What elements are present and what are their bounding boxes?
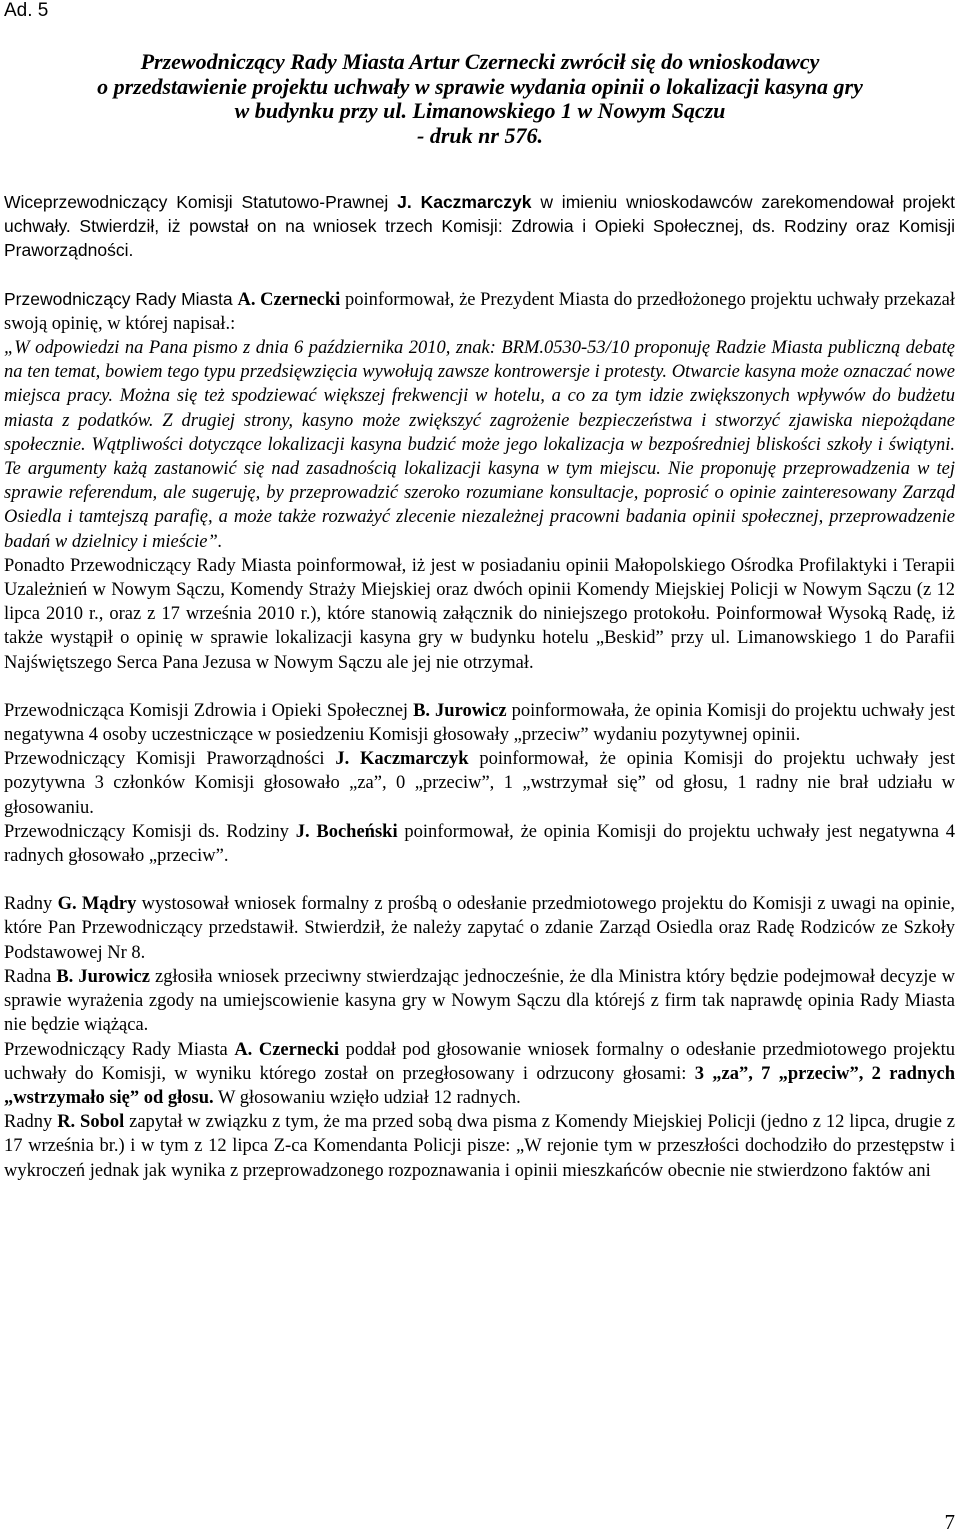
speaker-name: J. Bocheński xyxy=(295,821,398,842)
paragraph-counter-motion: Radna B. Jurowicz zgłosiła wniosek przeciwny stwierdzając jednocześnie, że dla Ministra który będzie podejmował decyzje w sprawie wyrażenia zgody na umiejscowienie kasyna gry w Nowym Sączu dla którejś z firm tak naprawdę opinia Rady Miasta nie będzie wiążąca. xyxy=(4,966,955,1036)
title-line: o przedstawienie projektu uchwały w sprawie wydania opinii o lokalizacji kasyna gry xyxy=(97,73,863,99)
title-line: Przewodniczący Rady Miasta Artur Czernecki zwrócił się do wnioskodawcy xyxy=(140,49,820,74)
speaker-name: J. Kaczmarczyk xyxy=(397,192,532,212)
speaker-name: A. Czernecki xyxy=(234,1039,339,1060)
paragraph-formal-motion: Radny G. Mądry wystosował wniosek formalny z prośbą o odesłanie przedmiotowego projektu do Komisji z uwagi na opinie, które Pan Przewodniczący przedstawił. Stwierdził, że należy zapytać o zdanie Zarząd Osiedla oraz Radę Rodziców ze Szkoły Podstawowej Nr 8. xyxy=(4,894,955,963)
paragraph-police-letters: Radny R. Sobol zapytał w związku z tym, że ma przed sobą dwa pisma z Komendy Miejskiej Policji (jedno z 12 lipca, drugie z 17 września br.) i w tym z 12 lipca Z-ca Komendanta Policji pisze: „W rejonie tym w przeszłości dochodziło do przestępstw i wykroczeń jednak jak wynika z przeprowadzonego rozpoznawania i opinii mieszkańców obecnie nie stwierdzono faktów ani xyxy=(4,1112,956,1181)
paragraph-opinions-received: Ponadto Przewodniczący Rady Miasta poinformował, iż jest w posiadaniu opinii Małopolskiego Ośrodka Profilaktyki i Terapii Uzależnień w Nowym Sączu, Komendy Straży Miejskiej oraz dwóch opinii Komendy Miejskiej Policji w Nowym Sączu (z 12 lipca 2010 r., oraz z 17 września 2010 r.), które stanowią załącznik do niniejszego protokołu. Poinformował Wysoką Radę, iż także wystąpił o opinię w sprawie lokalizacji kasyna gry w budynku hotelu „Beskid” przy ul. Limanowskiego 1 do Parafii Najświętszego Serca Pana Jezusa w Nowym Sączu ale jej nie otrzymał. xyxy=(4,555,955,673)
speaker-name: B. Jurowicz xyxy=(56,966,150,987)
paragraph-law-committee: Przewodniczący Komisji Praworządności J. Kaczmarczyk poinformował, że opinia Komisji do projektu uchwały jest pozytywna 3 członków Komisji głosowało „za”, 0 „przeciw”, 1 „wstrzymał się” od głosu, 1 radny nie brał udziału w głosowaniu. xyxy=(4,749,955,818)
paragraph-vote: Przewodniczący Rady Miasta A. Czernecki poddał pod głosowanie wniosek formalny o odesłanie przedmiotowego projektu uchwały do Komisji, w wyniku którego został on przegłosowany i odrzucony głosami: 3 „za”, 7 „przeciw”, 2 radnych „wstrzymało się” od głosu. W głosowaniu wzięło udział 12 radnych. xyxy=(4,1039,955,1108)
paragraph-family-committee: Przewodniczący Komisji ds. Rodziny J. Bocheński poinformował, że opinia Komisji do projektu uchwały jest negatywna 4 radnych głosowało „przeciw”. xyxy=(4,821,955,867)
page-number: 7 xyxy=(944,1510,955,1534)
vote-result: 3 „za”, 7 „przeciw”, 2 radnych „wstrzymało się” od głosu. xyxy=(4,1063,955,1108)
speaker-name: G. Mądry xyxy=(57,894,137,915)
paragraph-health-committee: Przewodnicząca Komisji Zdrowia i Opieki Społecznej B. Jurowicz poinformowała, że opinia Komisji do projektu uchwały jest negatywna 4 osoby uczestniczące w posiedzeniu Komisji głosowały „przeciw” wydaniu pozytywnej opinii. xyxy=(4,700,955,746)
title-line: - druk nr 576. xyxy=(417,122,543,148)
section-heading: Ad. 5 xyxy=(4,0,49,21)
agenda-title xyxy=(0,50,960,148)
paragraph-president-opinion: Przewodniczący Rady Miasta A. Czernecki poinformował, że Prezydent Miasta do przedłożonego projektu uchwały przekazał swoją opinię, w której napisał.: xyxy=(4,288,955,334)
speaker-name: J. Kaczmarczyk xyxy=(335,749,469,770)
speaker-name: A. Czernecki xyxy=(237,289,341,310)
quote-president-letter: „W odpowiedzi na Pana pismo z dnia 6 października 2010, znak: BRM.0530-53/10 proponuję Radzie Miasta publiczną debatę na ten temat, bowiem tego typu przedsięwzięcia wywołują zawsze kontrowersje i protesty. Otwarcie kasyna może oznaczać nowe miejsca pracy. Można się też spodziewać większej frekwencji w hotelu, a co za tym idzie zwiększonych wpływów do budżetu miasta z podatków. Z drugiej strony, kasyno może zwiększyć zagrożenie bezpieczeństwa i stworzyć zjawiska niepożądane społecznie. Wątpliwości dotyczące lokalizacji kasyna budzić może jego lokalizacja w bezpośredniej bliskości szkoły i świątyni. Te argumenty każą zastanowić się nad zasadnością lokalizacji kasyna w tym miejscu. Nie proponuję przeprowadzenia w tej sprawie referendum, ale sugeruję, by przeprowadzić szeroko rozumiane konsultacje, poprosić o opinie zainteresowany Zarząd Osiedla i tamtejszą parafię, a może także rozważyć zlecenie niezależnej pracowni badania opinii społecznej, przeprowadzenie badań w dzielnicy i mieście”. xyxy=(4,338,955,552)
paragraph-recommendation: Wiceprzewodniczący Komisji Statutowo-Prawnej J. Kaczmarczyk w imieniu wnioskodawców zarekomendował projekt uchwały. Stwierdził, iż powstał on na wniosek trzech Komisji: Zdrowia i Opieki Społecznej, ds. Rodziny oraz Komisji Praworządności. xyxy=(4,192,955,261)
document-body xyxy=(4,190,955,1183)
title-line: w budynku przy ul. Limanowskiego 1 w Nowym Sączu xyxy=(234,98,726,123)
speaker-name: B. Jurowicz xyxy=(413,700,507,721)
speaker-name: R. Sobol xyxy=(57,1112,125,1133)
